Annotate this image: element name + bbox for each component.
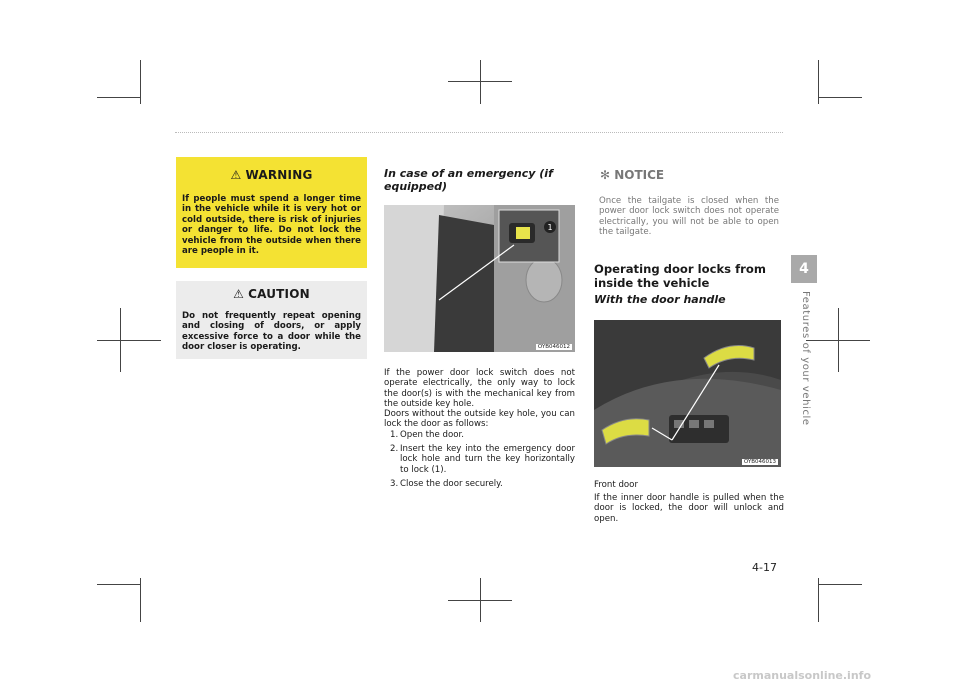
header-rule bbox=[175, 132, 783, 134]
notice-text: Once the tailgate is closed when the power door lock switch does not operate electrically, you will not be able to open the tailgate. bbox=[599, 196, 779, 237]
list-item: 3. Close the door securely. bbox=[390, 478, 503, 489]
warning-icon: ⚠ bbox=[230, 168, 242, 182]
crop-mark bbox=[97, 340, 161, 341]
page-number: 4-17 bbox=[752, 561, 777, 574]
door-handle-photo bbox=[594, 320, 781, 467]
list-item: 2. Insert the key into the emergency door lock hole and turn the key horizontally to lock (1). bbox=[390, 444, 575, 475]
image-code: OYB046013 bbox=[743, 459, 776, 465]
caution-icon: ⚠ bbox=[233, 287, 245, 301]
emergency-paragraph: Doors without the outside key hole, you can lock the door as follows: bbox=[384, 409, 575, 430]
emergency-paragraph: If the power door lock switch does not operate electrically, the only way to lock the door(s) is with the mechanical key from the outside key hole. bbox=[384, 368, 575, 409]
chapter-title: Features of your vehicle bbox=[800, 291, 811, 426]
emergency-lock-photo bbox=[384, 205, 575, 352]
caution-title: ⚠ CAUTION bbox=[233, 287, 310, 301]
emergency-subheading: In case of an emergency (if equipped) bbox=[384, 167, 553, 193]
door-handle-illustration bbox=[594, 320, 781, 467]
crop-mark bbox=[818, 97, 862, 98]
image-code: OYB046012 bbox=[537, 344, 570, 350]
list-item: 1. Open the door. bbox=[390, 429, 464, 440]
warning-text: If people must spend a longer time in the vehicle while it is very hot or cold outside, there is risk of injuries or danger to life. Do not lock the vehicle from the outside when there are people in it. bbox=[182, 194, 361, 257]
warning-title: ⚠ WARNING bbox=[230, 168, 313, 182]
crop-mark bbox=[448, 600, 512, 601]
crop-mark bbox=[97, 584, 141, 585]
crop-mark bbox=[97, 97, 141, 98]
asterisk-icon: ✻ bbox=[600, 168, 615, 182]
emergency-body bbox=[384, 368, 575, 493]
crop-mark bbox=[448, 81, 512, 82]
footer-watermark: carmanualsonline.info bbox=[733, 669, 871, 682]
caution-text: Do not frequently repeat opening and closing of doors, or apply excessive force to a door while the door closer is operating. bbox=[182, 311, 361, 353]
crop-mark bbox=[806, 340, 870, 341]
car-door-illustration bbox=[384, 205, 575, 352]
section-heading: Operating door locks from inside the vehicle bbox=[594, 262, 766, 290]
notice-title: ✻ NOTICE bbox=[600, 168, 665, 182]
section-subheading: With the door handle bbox=[594, 293, 726, 306]
callout-marker: 1 bbox=[547, 223, 553, 232]
caution-box bbox=[176, 281, 367, 359]
warning-box bbox=[176, 157, 367, 268]
emergency-steps bbox=[384, 430, 575, 489]
chapter-tab: 4 bbox=[791, 255, 817, 283]
front-door-label: Front door bbox=[594, 480, 638, 490]
front-door-text: If the inner door handle is pulled when the door is locked, the door will unlock and open. bbox=[594, 493, 784, 524]
crop-mark bbox=[480, 60, 481, 104]
crop-mark bbox=[818, 584, 862, 585]
